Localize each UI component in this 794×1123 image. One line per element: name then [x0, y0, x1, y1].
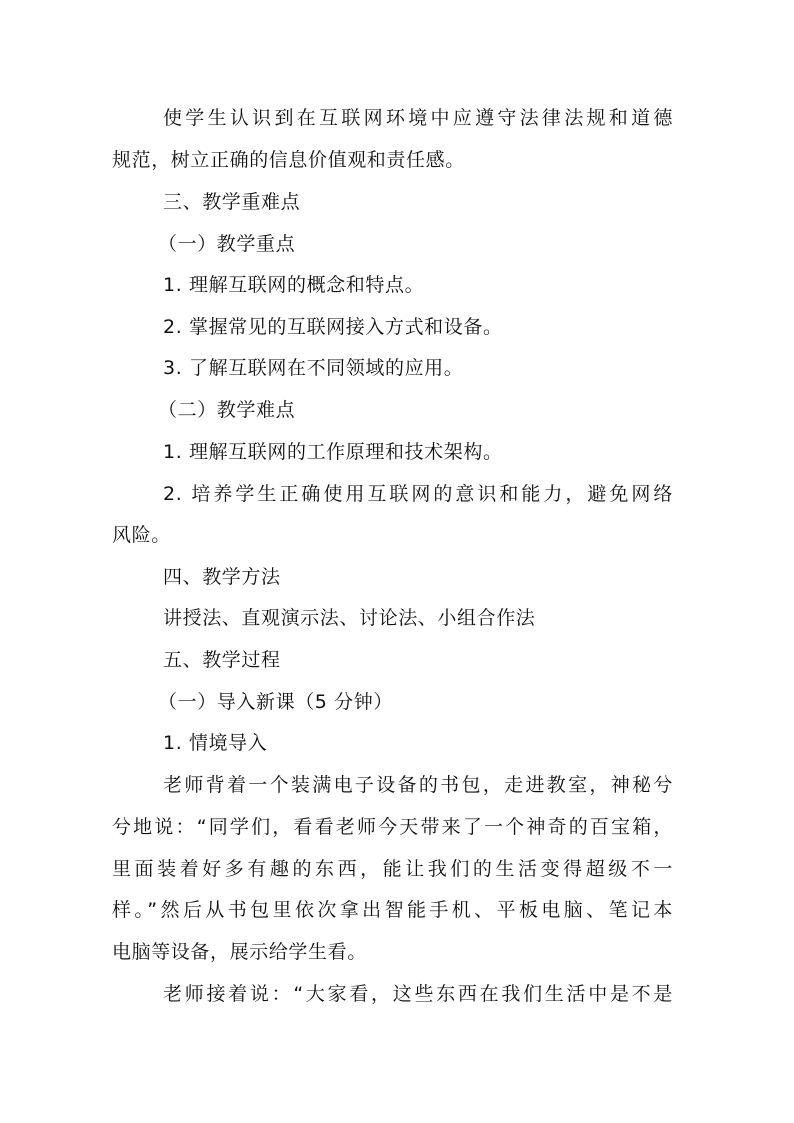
- list-item: 2. 培养学生正确使用互联网的意识和能力，避免网络: [163, 483, 673, 505]
- list-item: 3. 了解互联网在不同领域的应用。: [163, 357, 464, 379]
- paragraph-line: 老师背着一个装满电子设备的书包，走进教室，神秘兮: [163, 774, 673, 796]
- subsection-heading: （一）导入新课（5 分钟）: [158, 691, 393, 713]
- paragraph-line: 兮地说：“同学们，看看老师今天带来了一个神奇的百宝箱，: [112, 816, 673, 838]
- section-heading: 三、教学重难点: [163, 191, 301, 213]
- paragraph-line: 使学生认识到在互联网环境中应遵守法律法规和道德: [163, 107, 673, 129]
- section-heading: 四、教学方法: [163, 566, 281, 588]
- section-heading: 五、教学过程: [163, 649, 281, 671]
- paragraph-line: 电脑等设备，展示给学生看。: [112, 941, 367, 963]
- paragraph-line: 讲授法、直观演示法、讨论法、小组合作法: [163, 607, 536, 629]
- subsection-heading: （二）教学难点: [158, 399, 296, 421]
- list-item: 2. 掌握常见的互联网接入方式和设备。: [163, 316, 503, 338]
- subsection-heading: （一）教学重点: [158, 233, 296, 255]
- paragraph-line: 规范，树立正确的信息价值观和责任感。: [112, 149, 465, 171]
- paragraph-line: 样。”然后从书包里依次拿出智能手机、平板电脑、笔记本: [112, 899, 673, 921]
- list-item: 1. 理解互联网的工作原理和技术架构。: [163, 441, 503, 463]
- paragraph-line: 风险。: [112, 524, 171, 546]
- paragraph-line: 老师接着说：“大家看，这些东西在我们生活中是不是: [163, 983, 673, 1005]
- paragraph-line: 里面装着好多有趣的东西，能让我们的生活变得超级不一: [112, 858, 673, 880]
- list-item: 1. 理解互联网的概念和特点。: [163, 274, 425, 296]
- list-item: 1. 情境导入: [163, 732, 268, 754]
